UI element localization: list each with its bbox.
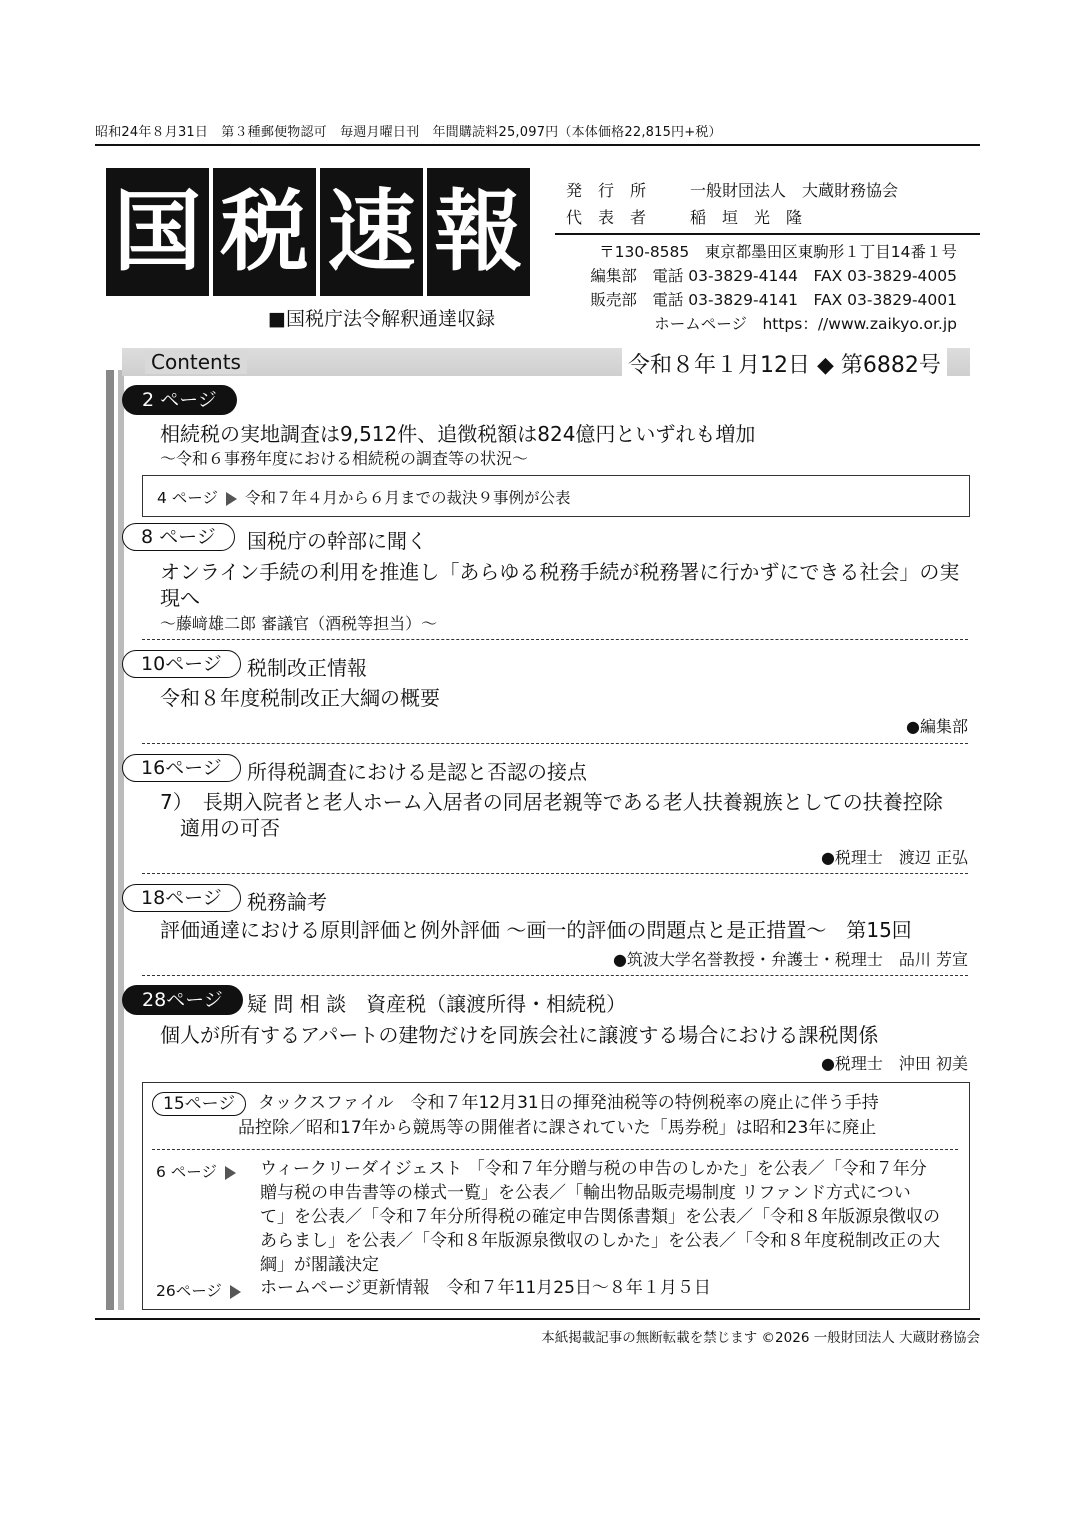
hp-update-text: ホームページ更新情報 令和７年11月25日〜８年１月５日 [260, 1278, 711, 1298]
page-badge-2: 2 ページ [122, 385, 237, 415]
contents-label: Contents [145, 350, 247, 374]
page-badge-8: 8 ページ [122, 523, 235, 551]
info-text: 令和７年４月から６月までの裁決９事例が公表 [244, 489, 571, 507]
divider [152, 1149, 958, 1150]
divider [142, 873, 968, 874]
section-category: 所得税調査における是認と否認の接点 [247, 760, 587, 784]
page-badge-18: 18ページ [122, 884, 241, 912]
section-category: 税制改正情報 [247, 656, 367, 680]
address: 〒130-8585 東京都墨田区東駒形１丁目14番１号 [599, 243, 957, 261]
logo-char-2: 税 [220, 180, 309, 283]
page-badge-10: 10ページ [122, 650, 241, 678]
left-bar [106, 370, 114, 1310]
masthead-logo [106, 168, 530, 296]
logo-char-1: 国 [113, 180, 202, 283]
subheadline: 〜藤﨑雄二郎 審議官（酒税等担当）〜 [160, 614, 438, 633]
weekly-line-5: 綱」が閣議決定 [260, 1255, 379, 1275]
logo-char-4: 報 [434, 180, 523, 283]
triangle-icon [230, 1285, 241, 1299]
publisher-name: 一般財団法人 大蔵財務協会 [690, 181, 899, 200]
author: ●税理士 沖田 初美 [820, 1054, 968, 1073]
headline: 7） 長期入院者と老人ホーム入居者の同居老親等である老人扶養親族としての扶養控除 [160, 790, 943, 814]
triangle-icon [225, 1166, 236, 1180]
subheadline: 〜令和６事務年度における相続税の調査等の状況〜 [160, 449, 529, 468]
info-row [157, 486, 571, 508]
divider [142, 639, 968, 640]
weekly-page-ref [156, 1160, 244, 1182]
publisher-label: 発 行 所 [566, 181, 647, 200]
headline: 令和８年度税制改正大綱の概要 [160, 686, 440, 710]
issue-date: 令和８年１月12日 ◆ 第6882号 [622, 348, 947, 379]
author: ●筑波大学名誉教授・弁護士・税理士 品川 芳宣 [612, 950, 968, 969]
page-ref-26: 26ページ [156, 1282, 222, 1300]
sales-contact: 販売部 電話 03-3829-4141 FAX 03-3829-4001 [590, 291, 957, 309]
footer-rule [95, 1318, 980, 1320]
weekly-line-1: ウィークリーダイジェスト 「令和７年分贈与税の申告のしかた」を公表／「令和７年分 [260, 1159, 927, 1179]
headline: 評価通達における原則評価と例外評価 〜画一的評価の問題点と是正措置〜 第15回 [160, 918, 912, 942]
headline: 個人が所有するアパートの建物だけを同族会社に譲渡する場合における課税関係 [160, 1023, 879, 1047]
page-badge-16: 16ページ [122, 754, 241, 782]
page-ref-6: 6 ページ [156, 1163, 217, 1181]
publication-info: 昭和24年８月31日 第３種郵便物認可 毎週月曜日刊 年間購読料25,097円（本体価格22,815円+税） [95, 125, 722, 140]
weekly-line-2: 贈与税の申告書等の様式一覧」を公表／「輸出物品販売場制度 リファンド方式につい [260, 1183, 911, 1203]
editorial-contact: 編集部 電話 03-3829-4144 FAX 03-3829-4005 [590, 267, 957, 285]
divider [142, 975, 968, 976]
headline: オンライン手続の利用を推進し「あらゆる税務手続が税務署に行かずにできる社会」の実 [160, 560, 960, 584]
tagline: ■国税庁法令解釈通達収録 [268, 308, 495, 330]
header-rule [95, 144, 980, 146]
weekly-line-3: て」を公表／「令和７年分所得税の確定申告関係書類」を公表／「令和８年版源泉徴収の [260, 1207, 940, 1227]
representative-name: 稲 垣 光 隆 [690, 208, 803, 227]
info-box [142, 475, 970, 517]
triangle-icon [226, 492, 237, 506]
taxfile-line-2: 品控除／昭和17年から競馬等の開催者に課されていた「馬券税」は昭和23年に廃止 [238, 1118, 877, 1138]
weekly-line-4: あらまし」を公表／「令和８年版源泉徴収のしかた」を公表／「令和８年度税制改正の大 [260, 1231, 940, 1251]
representative-label: 代 表 者 [566, 208, 647, 227]
page-badge-15: 15ページ [152, 1092, 246, 1116]
publisher-rule [555, 233, 980, 235]
page-ref-4: 4 ページ [157, 489, 218, 507]
page-badge-28: 28ページ [122, 985, 243, 1015]
logo-char-3: 速 [327, 180, 416, 283]
headline-cont: 現へ [160, 586, 200, 610]
section-category: 国税庁の幹部に聞く [247, 529, 427, 553]
divider [142, 743, 968, 744]
left-bar-inner [118, 370, 124, 1310]
section-category: 疑 問 相 談 資産税（譲渡所得・相続税） [247, 992, 627, 1016]
author: ●税理士 渡辺 正弘 [820, 848, 968, 867]
section-category: 税務論考 [247, 890, 327, 914]
headline-cont: 適用の可否 [180, 816, 280, 840]
copyright: 本紙掲載記事の無断転載を禁じます ©2026 一般財団法人 大蔵財務協会 [541, 1330, 980, 1346]
author: ●編集部 [906, 717, 968, 736]
homepage-link[interactable]: ホームページ https：//www.zaikyo.or.jp [654, 315, 957, 333]
hp-page-ref [156, 1279, 249, 1301]
taxfile-line-1: タックスファイル 令和７年12月31日の揮発油税等の特例税率の廃止に伴う手持 [258, 1093, 879, 1113]
headline: 相続税の実地調査は9,512件、追徴税額は824億円といずれも増加 [160, 422, 756, 446]
